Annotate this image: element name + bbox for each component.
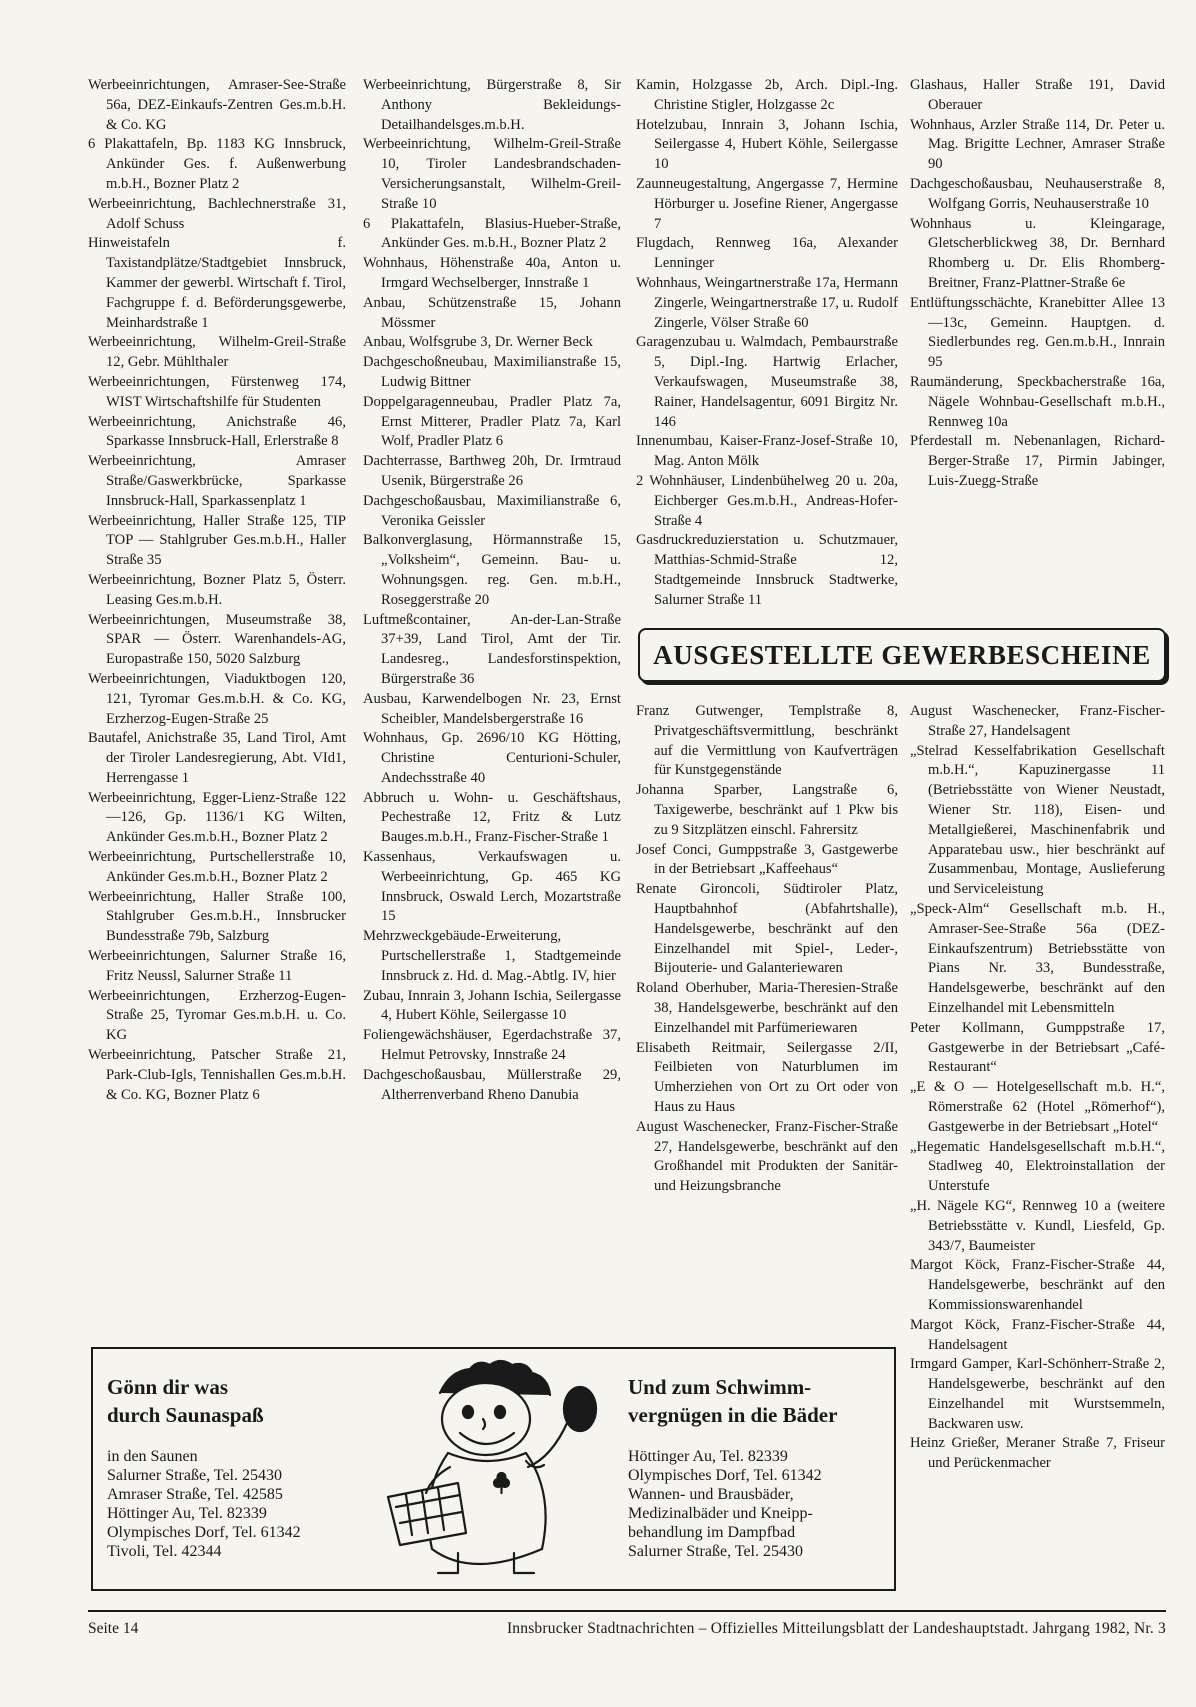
listing-entry: Entlüftungsschächte, Kranebitter Allee 13—13c, Gemeinn. Hauptgen. d. Siedlerbundes reg. Gen.m.b.H., Innrain 95 xyxy=(910,294,1165,371)
ad-baths-block xyxy=(628,1373,888,1561)
column-5 xyxy=(636,702,898,1197)
listing-entry: Werbeeinrichtung, Purtschellerstraße 10, Ankünder Ges.m.b.H., Bozner Platz 2 xyxy=(88,849,346,885)
ad-baths-heading-line-2: vergnügen in die Bäder xyxy=(628,1403,838,1427)
listing-entry: Werbeeinrichtung, Bozner Platz 5, Österr. Leasing Ges.m.b.H. xyxy=(88,571,346,608)
page-footer xyxy=(88,1618,1166,1640)
listing-entry: Raumänderung, Speckbacherstraße 16a, Nägele Wohnbau-Gesellschaft m.b.H., Rennweg 10a xyxy=(910,373,1165,430)
ad-sauna-heading-line-2: durch Saunaspaß xyxy=(107,1403,264,1427)
listing-entry: Renate Gironcoli, Südtiroler Platz, Hauptbahnhof (Abfahrtshalle), Handelsgewerbe, beschränkt auf den Einzelhandel mit Spiel-, Leder-, Bijouterie- und Galanteriewaren xyxy=(636,881,898,977)
publication-title: Innsbrucker Stadtnachrichten – Offizielles Mitteilungsblatt der Landeshauptstadt. Jahrgang 1982, Nr. 3 xyxy=(506,1620,1166,1637)
listing-entry: Gasdruckreduzierstation u. Schutzmauer, Matthias-Schmid-Straße 12, Stadtgemeinde Innsbruck Stadtwerke, Salurner Straße 11 xyxy=(636,532,898,608)
ad-sauna-block xyxy=(107,1373,367,1561)
listing-entry: Werbeeinrichtung, Bürgerstraße 8, Sir Anthony Bekleidungs-Detailhandelsges.m.b.H. xyxy=(363,77,621,133)
listing-entry: Werbeeinrichtungen, Erzherzog-Eugen-Straße 25, Tyromar Ges.m.b.H. u. Co. KG xyxy=(88,987,346,1044)
listing-entry: August Waschenecker, Franz-Fischer-Straße 27, Handelsgewerbe, beschränkt auf den Großhandel mit Produkten der Sanitär- und Heizungsbranche xyxy=(636,1118,898,1195)
listing-entry: Werbeeinrichtung, Anichstraße 46, Sparkasse Innsbruck-Hall, Erlerstraße 8 xyxy=(88,413,346,450)
listing-entry: Werbeeinrichtung, Haller Straße 125, TIP TOP — Stahlgruber Ges.m.b.H., Haller Straße 35 xyxy=(88,512,346,569)
column-1 xyxy=(88,76,346,1105)
listing-entry: Bautafel, Anichstraße 35, Land Tirol, Amt der Tiroler Landesregierung, Abt. VId1, Herrengasse 1 xyxy=(88,730,346,786)
listing-entry: Ausbau, Karwendelbogen Nr. 23, Ernst Scheibler, Mandelsbergerstraße 16 xyxy=(363,690,621,727)
listing-entry: „H. Nägele KG“, Rennweg 10 a (weitere Betriebsstätte v. Kundl, Liesfeld, Gp. 343/7, Baumeister xyxy=(910,1197,1165,1254)
column-6 xyxy=(910,702,1165,1474)
ad-baths-heading-line-1: Und zum Schwimm- xyxy=(628,1375,812,1399)
ad-sauna-line: Salurner Straße, Tel. 25430 xyxy=(107,1467,282,1484)
listing-entry: „Hegematic Handelsgesellschaft m.b.H.“, Stadlweg 40, Elektroinstallation der Unterstufe xyxy=(910,1138,1165,1195)
listing-entry: 6 Plakattafeln, Bp. 1183 KG Innsbruck, Ankünder Ges. f. Außenwerbung m.b.H., Bozner Platz 2 xyxy=(88,136,346,192)
listing-entry: Werbeeinrichtungen, Fürstenweg 174, WIST Wirtschaftshilfe für Studenten xyxy=(88,373,346,410)
ad-baths-line: Salurner Straße, Tel. 25430 xyxy=(628,1543,803,1560)
listing-entry: Werbeeinrichtungen, Museumstraße 38, SPAR — Österr. Warenhandels-AG, Europastraße 150, 5020 Salzburg xyxy=(88,611,346,668)
ad-sauna-heading xyxy=(107,1373,367,1429)
listing-entry: 2 Wohnhäuser, Lindenbühelweg 20 u. 20a, Eichberger Ges.m.b.H., Andreas-Hofer-Straße 4 xyxy=(636,472,898,529)
listing-entry: Dachgeschoßneubau, Maximilianstraße 15, Ludwig Bittner xyxy=(363,354,621,390)
listing-entry: Flugdach, Rennweg 16a, Alexander Lenninger xyxy=(636,235,898,272)
ad-baths-line: Olympisches Dorf, Tel. 61342 xyxy=(628,1467,822,1484)
listing-entry: Kamin, Holzgasse 2b, Arch. Dipl.-Ing. Christine Stigler, Holzgasse 2c xyxy=(636,77,898,113)
listing-entry: Werbeeinrichtungen, Viaduktbogen 120, 121, Tyromar Ges.m.b.H. & Co. KG, Erzherzog-Eugen-Straße 25 xyxy=(88,670,346,727)
ad-sauna-heading-line-1: Gönn dir was xyxy=(107,1375,228,1399)
listing-entry: Dachgeschoßausbau, Neuhauserstraße 8, Wolfgang Gorris, Neuhauserstraße 10 xyxy=(910,175,1165,212)
listing-entry: Kassenhaus, Verkaufswagen u. Werbeeinrichtung, Gp. 465 KG Innsbruck, Oswald Lerch, Mozartstraße 15 xyxy=(363,849,621,925)
listing-entry: Werbeeinrichtungen, Salurner Straße 16, Fritz Neussl, Salurner Straße 11 xyxy=(88,948,346,984)
listing-entry: Werbeeinrichtung, Bachlechnerstraße 31, Adolf Schuss xyxy=(88,195,346,232)
listing-entry: Werbeeinrichtung, Patscher Straße 21, Park-Club-Igls, Tennishallen Ges.m.b.H. & Co. KG, Bozner Platz 6 xyxy=(88,1047,346,1103)
column-4 xyxy=(910,76,1165,596)
listing-entry: Wohnhaus, Höhenstraße 40a, Anton u. Irmgard Wechselberger, Innstraße 1 xyxy=(363,255,621,291)
listing-entry: Doppelgaragenneubau, Pradler Platz 7a, Ernst Mitterer, Pradler Platz 7a, Karl Wolf, Pradler Platz 6 xyxy=(363,393,621,450)
listing-entry: Pferdestall m. Nebenanlagen, Richard-Berger-Straße 17, Pirmin Jabinger, Luis-Zuegg-Straße xyxy=(910,433,1165,489)
listing-entry: Mehrzweckgebäude-Erweiterung, Purtschellerstraße 1, Stadtgemeinde Innsbruck z. Hd. d. Mag.-Abtlg. IV, hier xyxy=(363,928,621,984)
listing-entry: Zubau, Innrain 3, Johann Ischia, Seilergasse 4, Hubert Köhle, Seilergasse 10 xyxy=(363,987,621,1024)
ad-baths-line: Höttinger Au, Tel. 82339 xyxy=(628,1448,788,1465)
listing-entry: Garagenzubau u. Walmdach, Pembaurstraße 5, Dipl.-Ing. Hartwig Erlacher, Verkaufswagen, Museumstraße 38, Rainer, Handelsagentur, 6091 Birgitz Nr. 146 xyxy=(636,334,898,430)
listing-entry: Abbruch u. Wohn- u. Geschäftshaus, Pechestraße 12, Fritz & Lutz Bauges.m.b.H., Franz-Fischer-Straße 1 xyxy=(363,789,621,846)
ad-sauna-line: Amraser Straße, Tel. 42585 xyxy=(107,1486,283,1503)
listing-entry: Innenumbau, Kaiser-Franz-Josef-Straße 10, Mag. Anton Mölk xyxy=(636,433,898,470)
sauna-advertisement xyxy=(91,1347,896,1591)
listing-entry: Hotelzubau, Innrain 3, Johann Ischia, Seilergasse 4, Hubert Köhle, Seilergasse 10 xyxy=(636,116,898,173)
listing-entry: Zaunneugestaltung, Angergasse 7, Hermine Hörburger u. Josefine Riener, Angergasse 7 xyxy=(636,175,898,232)
listing-entry: Wohnhaus, Arzler Straße 114, Dr. Peter u. Mag. Brigitte Lechner, Amraser Straße 90 xyxy=(910,116,1165,173)
mascot-illustration xyxy=(358,1357,628,1585)
ad-sauna-list xyxy=(107,1466,367,1561)
ad-sauna-line: Olympisches Dorf, Tel. 61342 xyxy=(107,1524,301,1541)
listing-entry: Werbeeinrichtungen, Amraser-See-Straße 56a, DEZ-Einkaufs-Zentren Ges.m.b.H. & Co. KG xyxy=(88,77,346,133)
section-header-gewerbescheine: AUSGESTELLTE GEWERBESCHEINE xyxy=(638,628,1166,682)
listing-entry: Dachgeschoßausbau, Müllerstraße 29, Altherrenverband Rheno Danubia xyxy=(363,1066,621,1103)
column-3 xyxy=(636,76,898,608)
ad-sauna-line: Tivoli, Tel. 42344 xyxy=(107,1543,222,1560)
listing-entry: Franz Gutwenger, Templstraße 8, Privatgeschäftsvermittlung, beschränkt auf die Vermittlung von Kaufverträgen für Kunstgegenstände xyxy=(636,703,898,779)
listing-entry: Heinz Grießer, Meraner Straße 7, Friseur und Perückenmacher xyxy=(910,1435,1165,1472)
column-2 xyxy=(363,76,621,1105)
ad-baths-list xyxy=(628,1447,888,1561)
listing-entry: Margot Köck, Franz-Fischer-Straße 44, Handelsagent xyxy=(910,1316,1165,1353)
listing-entry: Wohnhaus u. Kleingarage, Gletscherblickweg 38, Dr. Bernhard Rhomberg u. Dr. Elis Rhomberg-Breitner, Franz-Plattner-Straße 6e xyxy=(910,215,1165,291)
listing-entry: Dachgeschoßausbau, Maximilianstraße 6, Veronika Geissler xyxy=(363,492,621,529)
footer-divider xyxy=(88,1610,1166,1612)
page-number: Seite 14 xyxy=(88,1620,139,1637)
listing-entry: Werbeeinrichtung, Wilhelm-Greil-Straße 10, Tiroler Landesbrandschaden-Versicherungsanstalt, Wilhelm-Greil-Straße 10 xyxy=(363,136,621,212)
listing-entry: Elisabeth Reitmair, Seilergasse 2/II, Feilbieten von Naturblumen im Umherziehen von Ort zu Ort oder von Haus zu Haus xyxy=(636,1039,898,1115)
listing-entry: Werbeeinrichtung, Egger-Lienz-Straße 122—126, Gp. 1136/1 KG Wilten, Ankünder Ges.m.b.H., Bozner Platz 2 xyxy=(88,789,346,846)
ad-sauna-line: Höttinger Au, Tel. 82339 xyxy=(107,1505,267,1522)
listing-entry: Roland Oberhuber, Maria-Theresien-Straße 38, Handelsgewerbe, beschränkt auf den Einzelhandel mit Parfümeriewaren xyxy=(636,980,898,1036)
listing-entry: Peter Kollmann, Gumppstraße 17, Gastgewerbe in der Betriebsart „Café-Restaurant“ xyxy=(910,1019,1165,1076)
listing-entry: Anbau, Wolfsgrube 3, Dr. Werner Beck xyxy=(363,334,593,351)
listing-entry: Irmgard Gamper, Karl-Schönherr-Straße 2, Handelsgewerbe, beschränkt auf den Einzelhandel mit Wurstsemmeln, Backwaren usw. xyxy=(910,1356,1165,1432)
listing-entry: Werbeeinrichtung, Haller Straße 100, Stahlgruber Ges.m.b.H., Innsbrucker Bundesstraße 79b, Salzburg xyxy=(88,888,346,945)
listing-entry: 6 Plakattafeln, Blasius-Hueber-Straße, Ankünder Ges. m.b.H., Bozner Platz 2 xyxy=(363,215,621,252)
listing-entry: Hinweistafeln f. Taxistandplätze/Stadtgebiet Innsbruck, Kammer der gewerbl. Wirtschaft f. Tirol, Fachgruppe f. d. Beförderungsgewerbe, Meinhardstraße 1 xyxy=(88,235,346,331)
listing-entry: Wohnhaus, Weingartnerstraße 17a, Hermann Zingerle, Weingartnerstraße 17, u. Rudolf Zingerle, Völser Straße 60 xyxy=(636,274,898,331)
ad-baths-line: Wannen- und Brausbäder, xyxy=(628,1486,794,1503)
listing-entry: August Waschenecker, Franz-Fischer-Straße 27, Handelsagent xyxy=(910,703,1165,739)
ad-sauna-intro: in den Saunen xyxy=(107,1448,198,1465)
listing-entry: Johanna Sparber, Langstraße 6, Taxigewerbe, beschränkt auf 1 Pkw bis zu 9 Sitzplätzen einschl. Fahrersitz xyxy=(636,782,898,838)
listing-entry: Luftmeßcontainer, An-der-Lan-Straße 37+39, Land Tirol, Amt der Tir. Landesreg., Landesforstinspektion, Bürgerstraße 36 xyxy=(363,611,621,687)
listing-entry: Dachterrasse, Barthweg 20h, Dr. Irmtraud Usenik, Bürgerstraße 26 xyxy=(363,453,621,489)
listing-entry: „Speck-Alm“ Gesellschaft m.b. H., Amraser-See-Straße 56a (DEZ-Einkaufszentrum) Betriebsstätte von Pians Nr. 33, Bundesstraße, Handelsgewerbe, beschränkt auf den Einzelhandel mit Lebensmitteln xyxy=(910,900,1165,1016)
listing-entry: Balkonverglasung, Hörmannstraße 15, „Volksheim“, Gemeinn. Bau- u. Wohnungsgen. reg. Gen. m.b.H., Roseggerstraße 20 xyxy=(363,532,621,608)
listing-entry: Wohnhaus, Gp. 2696/10 KG Hötting, Christine Centurioni-Schuler, Andechsstraße 40 xyxy=(363,730,621,786)
listing-entry: „Stelrad Kesselfabrikation Gesellschaft m.b.H.“, Kapuzinergasse 11 (Betriebsstätte von Wiener Neustadt, Wiener Str. 118), Eisen- und Metallgießerei, Maschinenfabrik und Apparatebau usw., hier beschränkt auf Zusammenbau, Montage, Auslieferung und Serviceleistung xyxy=(910,742,1165,898)
listing-entry: Margot Köck, Franz-Fischer-Straße 44, Handelsgewerbe, beschränkt auf den Kommissionswarenhandel xyxy=(910,1257,1165,1313)
listing-entry: Werbeeinrichtung, Wilhelm-Greil-Straße 12, Gebr. Mühlthaler xyxy=(88,334,346,371)
ad-baths-heading xyxy=(628,1373,888,1429)
listing-entry: Foliengewächshäuser, Egerdachstraße 37, Helmut Petrovsky, Innstraße 24 xyxy=(363,1027,621,1064)
listing-entry: Glashaus, Haller Straße 191, David Oberauer xyxy=(910,77,1165,113)
listing-entry: Anbau, Schützenstraße 15, Johann Mössmer xyxy=(363,294,621,331)
listing-entry: Werbeeinrichtung, Amraser Straße/Gaswerkbrücke, Sparkasse Innsbruck-Hall, Sparkassenplatz 1 xyxy=(88,453,346,509)
ad-baths-line: behandlung im Dampfbad xyxy=(628,1524,796,1541)
listing-entry: Josef Conci, Gumppstraße 3, Gastgewerbe in der Betriebsart „Kaffeehaus“ xyxy=(636,841,898,878)
listing-entry: „E & O — Hotelgesellschaft m.b. H.“, Römerstraße 62 (Hotel „Römerhof“), Gastgewerbe in der Betriebsart „Hotel“ xyxy=(910,1079,1165,1135)
ad-baths-line: Medizinalbäder und Kneipp- xyxy=(628,1505,813,1522)
